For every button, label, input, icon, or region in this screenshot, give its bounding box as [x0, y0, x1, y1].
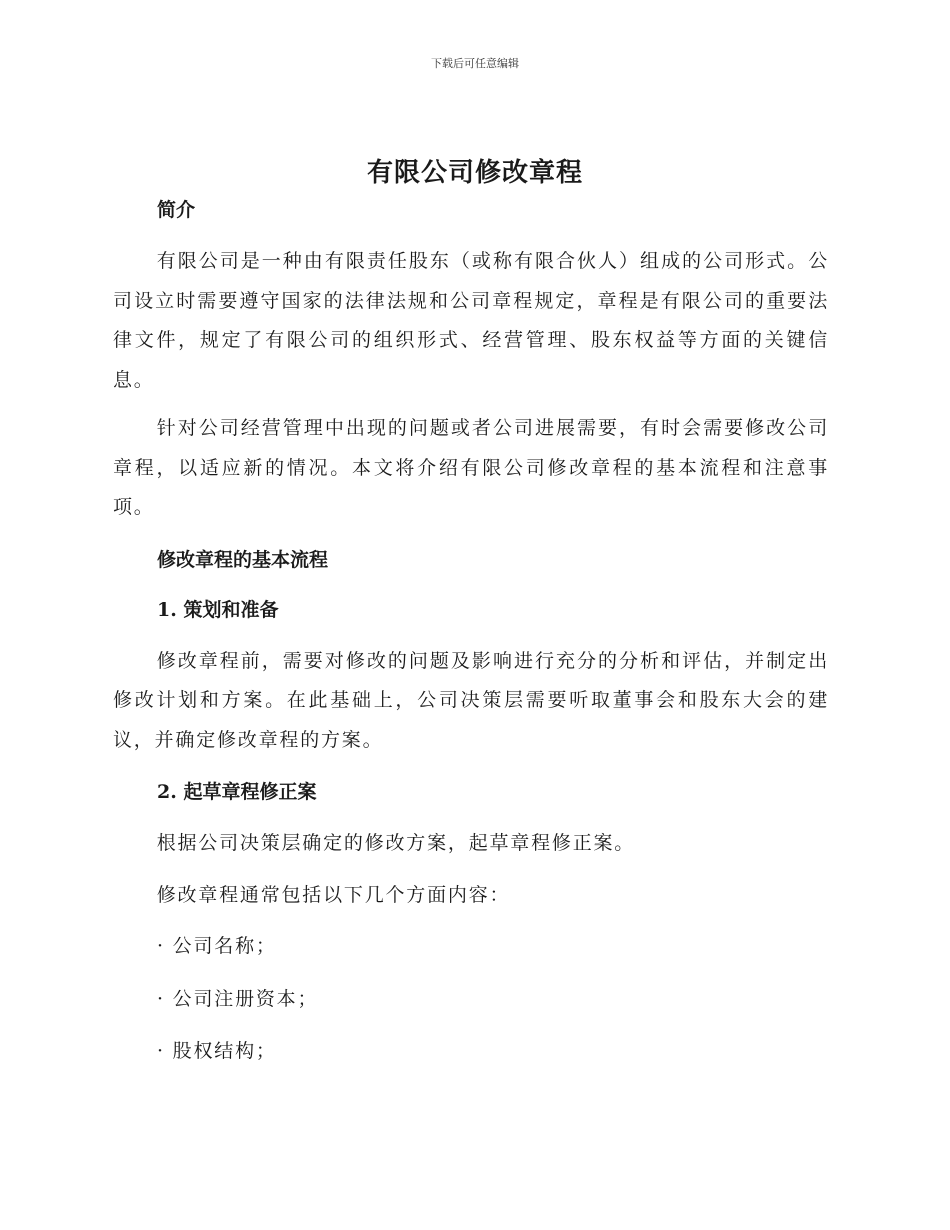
header-note: 下载后可任意编辑: [431, 57, 519, 70]
process-heading: 修改章程的基本流程: [157, 548, 329, 571]
step1-paragraph: 修改章程前，需要对修改的问题及影响进行充分的分析和评估，并制定出修改计划和方案。在此基础上，公司决策层需要听取董事会和股东大会的建议，并确定修改章程的方案。: [113, 649, 829, 751]
intro-paragraph-1: 有限公司是一种由有限责任股东（或称有限合伙人）组成的公司形式。公司设立时需要遵守国家的法律法规和公司章程规定，章程是有限公司的重要法律文件，规定了有限公司的组织形式、经营管理、股东权益等方面的关键信息。: [113, 250, 829, 391]
intro-paragraph-2: 针对公司经营管理中出现的问题或者公司进展需要，有时会需要修改公司章程，以适应新的情况。本文将介绍有限公司修改章程的基本流程和注意事项。: [113, 417, 829, 518]
step1-heading: 1. 策划和准备: [157, 598, 279, 621]
intro-heading: 简介: [157, 199, 196, 221]
document-title: 有限公司修改章程: [366, 158, 583, 188]
list-item: · 股权结构；: [157, 1040, 277, 1062]
list-item: · 公司注册资本；: [157, 987, 319, 1010]
step2-heading: 2. 起草章程修正案: [157, 781, 317, 803]
step2-paragraph-2: 修改章程通常包括以下几个方面内容：: [156, 883, 511, 906]
step2-paragraph-1: 根据公司决策层确定的修改方案，起草章程修正案。: [156, 832, 636, 854]
list-item: · 公司名称；: [157, 935, 277, 957]
document-body: [113, 192, 829, 1085]
